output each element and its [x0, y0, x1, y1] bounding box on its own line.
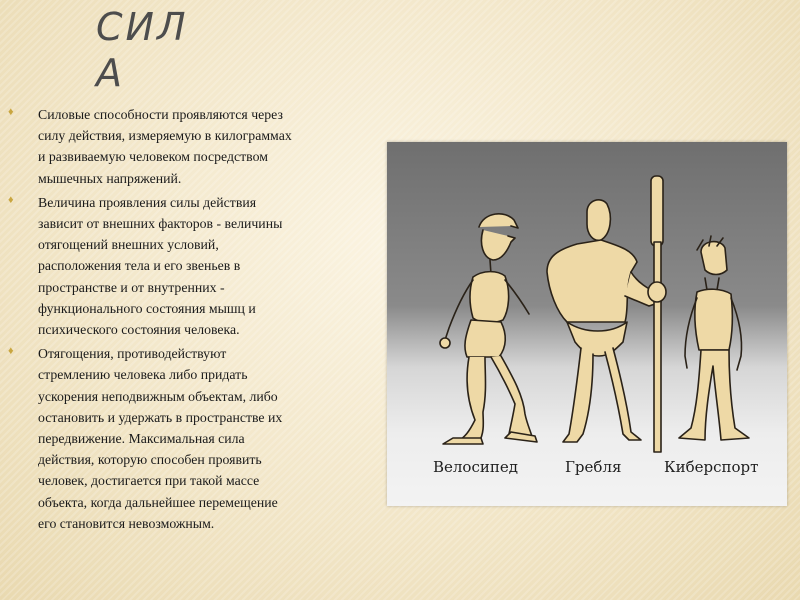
bullet-text: Величина проявления силы действия зависит от внешних факторов - величины отягощений внешних условий, расположения тела и его звеньев в пространстве и от внутренних - функционального состояния мышц и психического состояния человека. — [38, 194, 283, 338]
bullet-item — [8, 192, 373, 340]
caption-cycling: Велосипед — [433, 458, 518, 476]
slide-title: СИЛ А — [96, 5, 189, 95]
diamond-bullet-icon: ♦ — [8, 345, 14, 358]
bullet-list — [8, 104, 373, 537]
bullet-text: Силовые способности проявляются через силу действия, измеряемую в килограммах и развиваемую человеком посредством мышечных напряжений. — [38, 107, 292, 186]
bullet-text: Отягощения, противодействуют стремлению человека либо придать ускорения неподвижным объектам, либо остановить и удержать в пространстве их передвижение. Максимальная сила действия, которую способен проявить человек, достигается при такой массе объекта, когда дальнейшее перемещение его становится невозможным. — [38, 346, 283, 531]
caption-rowing: Гребля — [565, 458, 622, 476]
bullet-item — [8, 343, 373, 534]
diamond-bullet-icon: ♦ — [8, 106, 14, 118]
diamond-bullet-icon: ♦ — [8, 193, 14, 206]
bullet-item — [8, 104, 373, 189]
athletes-illustration — [387, 142, 787, 506]
caption-cybersport: Киберспорт — [664, 458, 759, 476]
athletes-cartoon — [387, 142, 787, 506]
